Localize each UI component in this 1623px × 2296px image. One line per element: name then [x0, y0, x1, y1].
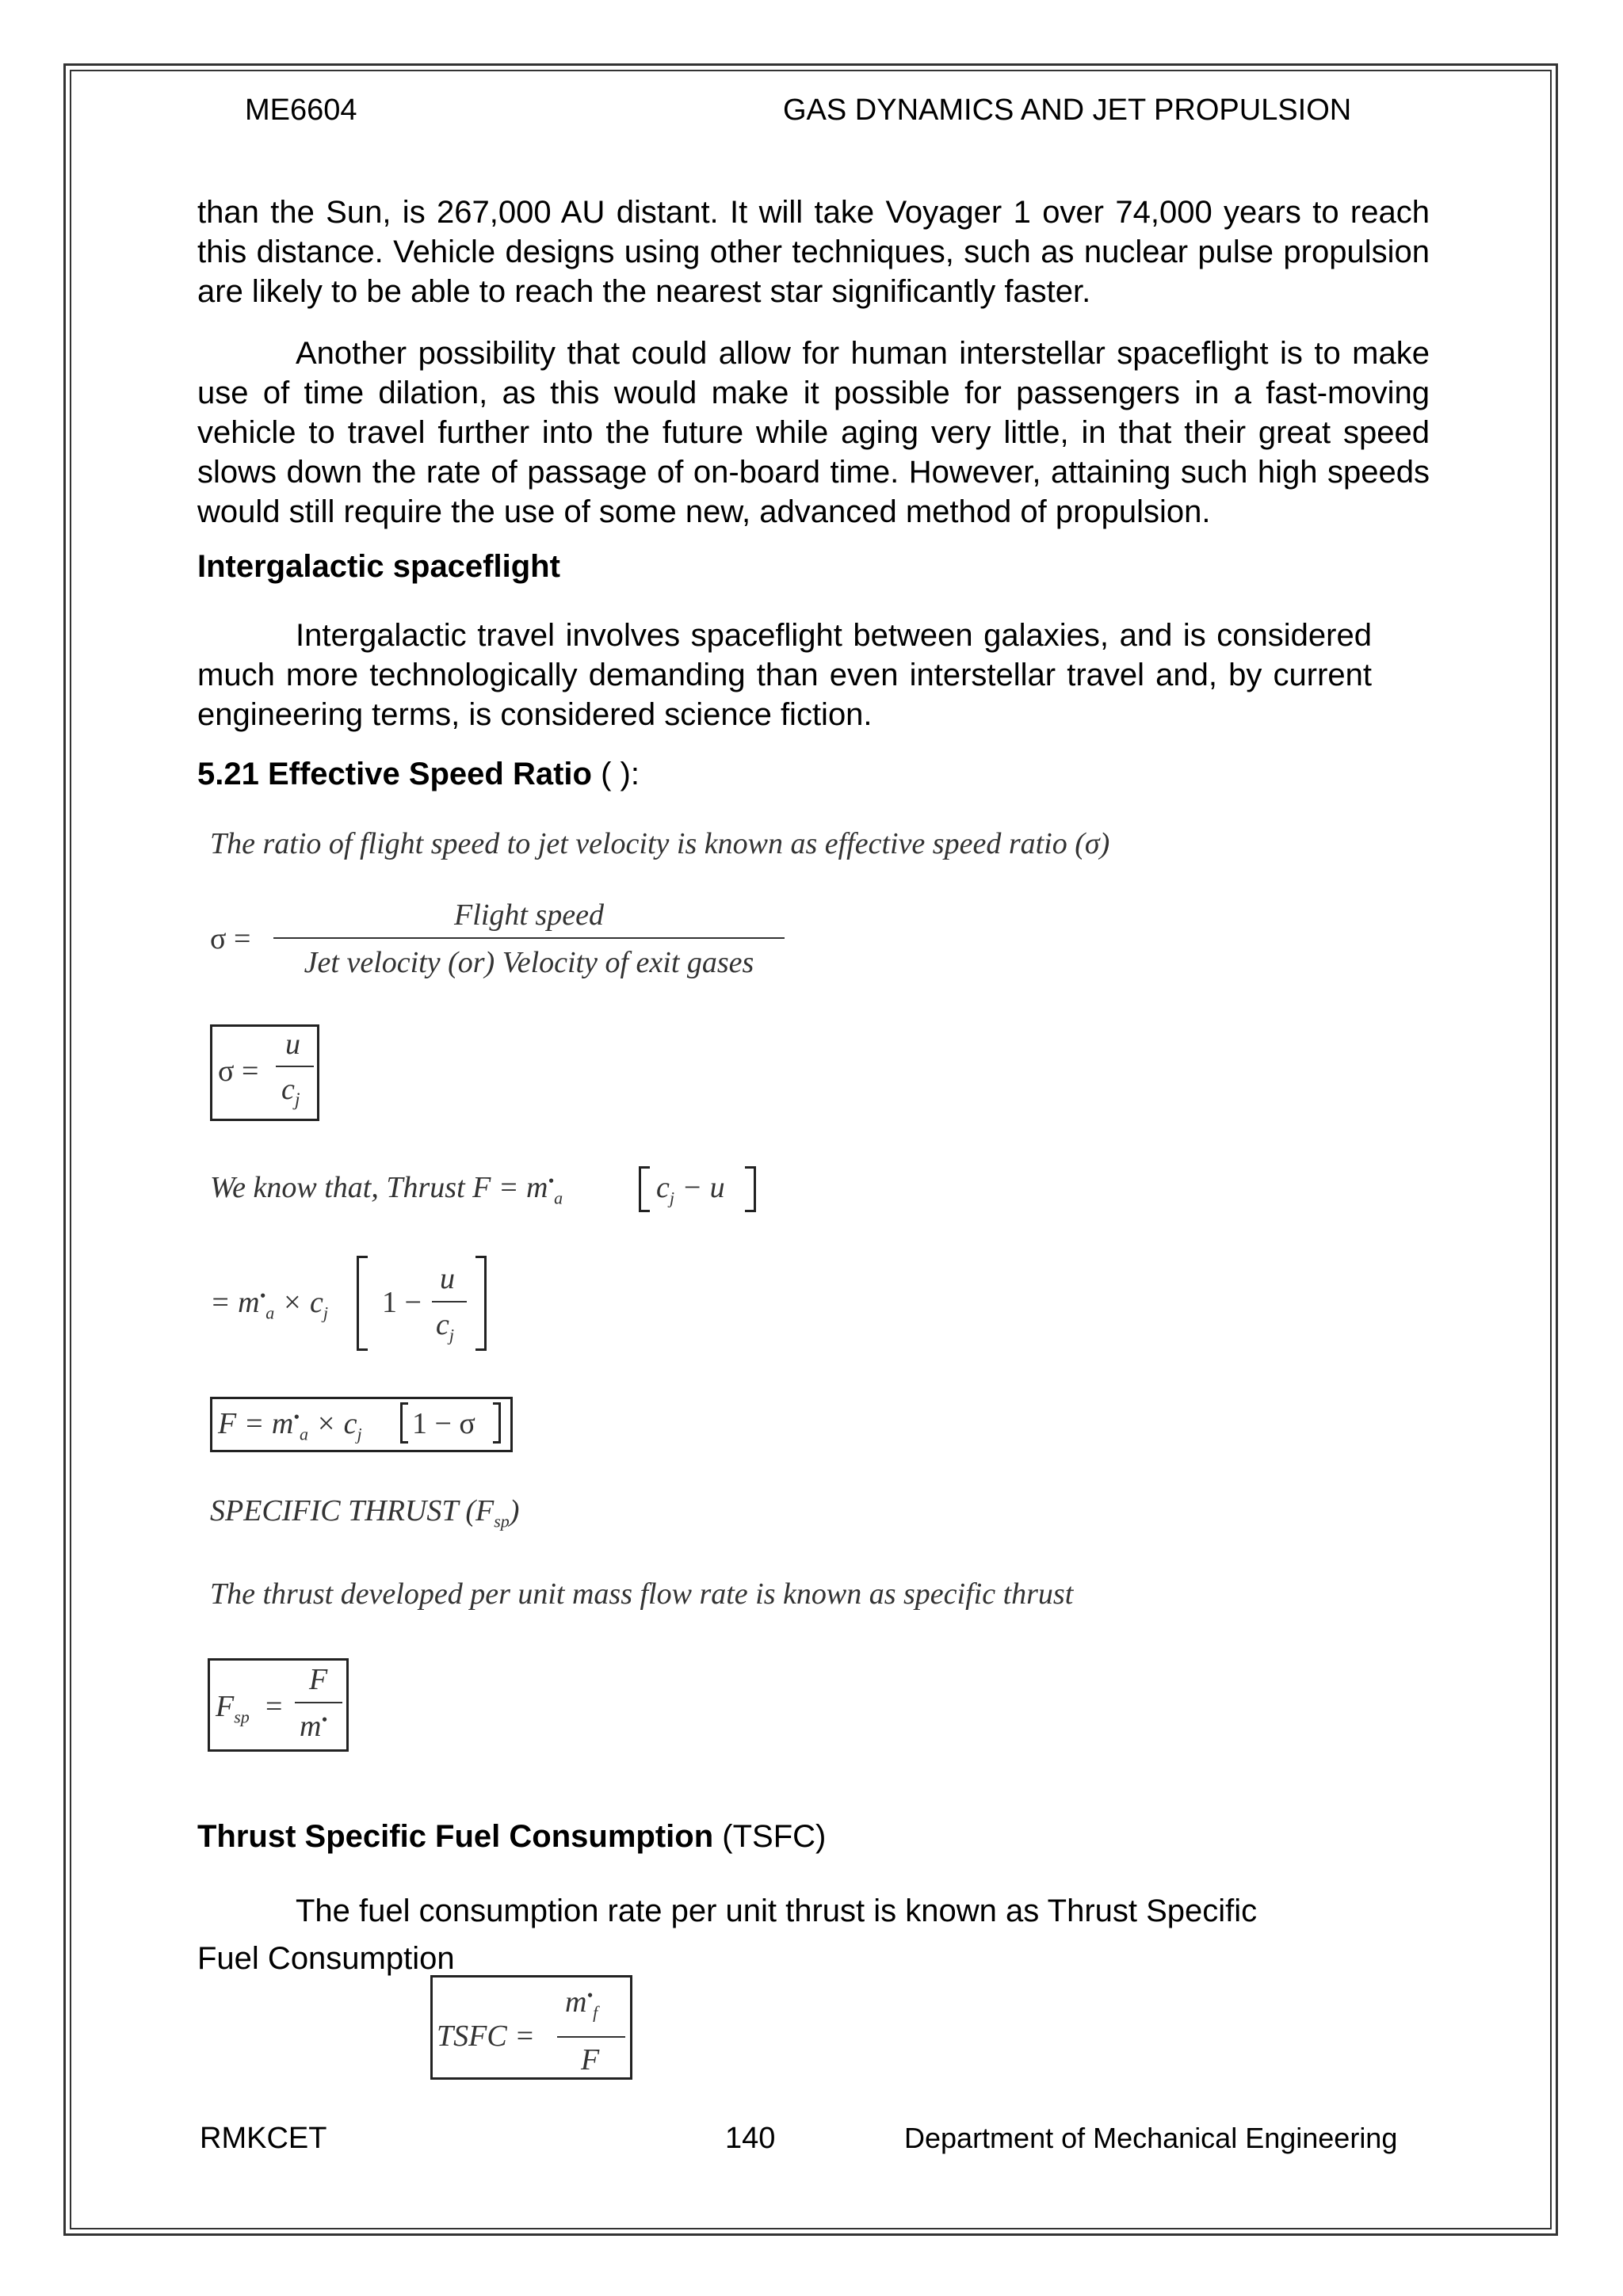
- times-c: × c: [315, 1407, 357, 1440]
- f-subscript: f: [593, 2002, 598, 2023]
- bracket-right: [475, 1256, 487, 1351]
- minus-u: − u: [674, 1171, 725, 1204]
- a-subscript: a: [300, 1424, 308, 1444]
- know-that-text: We know that, Thrust F = m: [210, 1171, 548, 1204]
- specific-thrust-heading: [210, 1493, 519, 1532]
- sigma-eq-label: σ =: [210, 922, 251, 955]
- fraction-bar: [432, 1301, 467, 1302]
- heading-521-bold: 5.21 Effective Speed Ratio: [197, 757, 592, 791]
- j-subscript: j: [449, 1325, 454, 1345]
- tsfc-label: TSFC =: [437, 2019, 535, 2053]
- heading-intergalactic: Intergalactic spaceflight: [197, 549, 560, 584]
- bracket-left: [639, 1166, 650, 1212]
- heading-521-rest: ( ):: [591, 757, 640, 791]
- num-F: F: [309, 1663, 328, 1696]
- eq-m: = m: [210, 1286, 260, 1319]
- j-subscript: j: [294, 1089, 300, 1111]
- one-minus-sigma: 1 − σ: [412, 1407, 475, 1440]
- sp-subscript: sp: [234, 1707, 250, 1727]
- m-symbol: m: [565, 1985, 587, 2019]
- sp-subscript: sp: [494, 1511, 510, 1531]
- j-subscript: j: [669, 1188, 674, 1208]
- c-symbol: c: [656, 1171, 670, 1204]
- expanded-thrust: [210, 1285, 328, 1324]
- fraction-bar: [557, 2036, 625, 2038]
- speed-ratio-definition: The ratio of flight speed to jet velocity is known as effective speed ratio (σ): [210, 827, 1110, 860]
- frac-num-flight-speed: Flight speed: [454, 898, 604, 932]
- c-symbol: c: [436, 1308, 449, 1341]
- F-symbol: F: [216, 1690, 235, 1723]
- paragraph-time-dilation: Another possibility that could allow for human interstellar spaceflight is to make use of time dilation, as this would make it possible for passengers in a fast-moving vehicle to travel further into the future while aging very little, in that their great speed slows down the rate of passage of on-board time. However, attaining such high speeds would still require the use of some new, advanced method of propulsion.: [197, 336, 1430, 529]
- bracket-right: [745, 1166, 756, 1212]
- thrust-final: [218, 1406, 362, 1445]
- page-number: 140: [725, 2122, 776, 2155]
- dot-symbol: •: [548, 1170, 555, 1191]
- dot-symbol: •: [586, 1985, 594, 2005]
- c-symbol: c: [281, 1073, 295, 1106]
- times-c: × c: [281, 1286, 323, 1319]
- den-F: F: [581, 2043, 600, 2077]
- den-m-dot: [300, 1709, 327, 1744]
- bracket-left: [357, 1256, 368, 1351]
- sigma-den-cj: [281, 1072, 300, 1112]
- specific-thrust-definition: The thrust developed per unit mass flow rate is known as specific thrust: [210, 1577, 1074, 1611]
- one-minus: 1 −: [382, 1286, 422, 1319]
- course-code: ME6604: [245, 93, 357, 127]
- paragraph-tsfc-line2: Fuel Consumption: [197, 1941, 455, 1976]
- footer-institution: RMKCET: [200, 2122, 327, 2155]
- heading-effective-speed-ratio: [197, 757, 640, 792]
- m-symbol: m: [300, 1710, 322, 1743]
- F-eq-m: F = m: [218, 1407, 294, 1440]
- num-u: u: [440, 1262, 455, 1295]
- a-subscript: a: [554, 1188, 563, 1208]
- specific-thrust-label: SPECIFIC THRUST (F: [210, 1494, 495, 1527]
- bracket-right: [493, 1402, 501, 1444]
- paragraph-intergalactic: Intergalactic travel involves spaceflight between galaxies, and is considered much more technologically demanding than even interstellar travel and, by current engineering terms, is considered science fiction.: [197, 618, 1372, 732]
- heading-tsfc: [197, 1819, 826, 1855]
- footer-department: Department of Mechanical Engineering: [904, 2122, 1398, 2154]
- Fsp-symbol: [216, 1689, 250, 1728]
- fraction-bar: [273, 937, 785, 939]
- fraction-bar: [276, 1066, 314, 1067]
- j-subscript: j: [357, 1424, 362, 1444]
- dot-symbol: •: [259, 1285, 266, 1306]
- frac-den-jet-velocity: Jet velocity (or) Velocity of exit gases: [304, 946, 754, 979]
- paragraph-tsfc-line1: The fuel consumption rate per unit thrust is known as Thrust Specific: [296, 1894, 1258, 1928]
- close-paren: ): [509, 1494, 520, 1527]
- course-title: GAS DYNAMICS AND JET PROPULSION: [783, 93, 1352, 127]
- fraction-bar: [295, 1702, 342, 1703]
- heading-tsfc-rest: (TSFC): [713, 1819, 827, 1854]
- heading-tsfc-bold: Thrust Specific Fuel Consumption: [197, 1819, 714, 1854]
- sigma-label-2: σ =: [218, 1055, 259, 1088]
- num-m-dot-f: [565, 1985, 598, 2023]
- j-subscript: j: [323, 1302, 328, 1323]
- den-cj: [436, 1307, 454, 1346]
- dot-symbol: •: [293, 1406, 300, 1427]
- bracket-left: [400, 1402, 408, 1444]
- a-subscript: a: [265, 1302, 275, 1323]
- paragraph-voyager: than the Sun, is 267,000 AU distant. It will take Voyager 1 over 74,000 years to reach this distance. Vehicle designs using other techniques, such as nuclear pulse propulsion are likely to be able to reach the nearest star significantly faster.: [197, 195, 1430, 309]
- dot-symbol: •: [321, 1709, 328, 1730]
- bracket-content: [656, 1170, 725, 1209]
- thrust-equation: [210, 1170, 563, 1209]
- equals-sign: =: [265, 1690, 283, 1723]
- sigma-num-u: u: [285, 1028, 300, 1061]
